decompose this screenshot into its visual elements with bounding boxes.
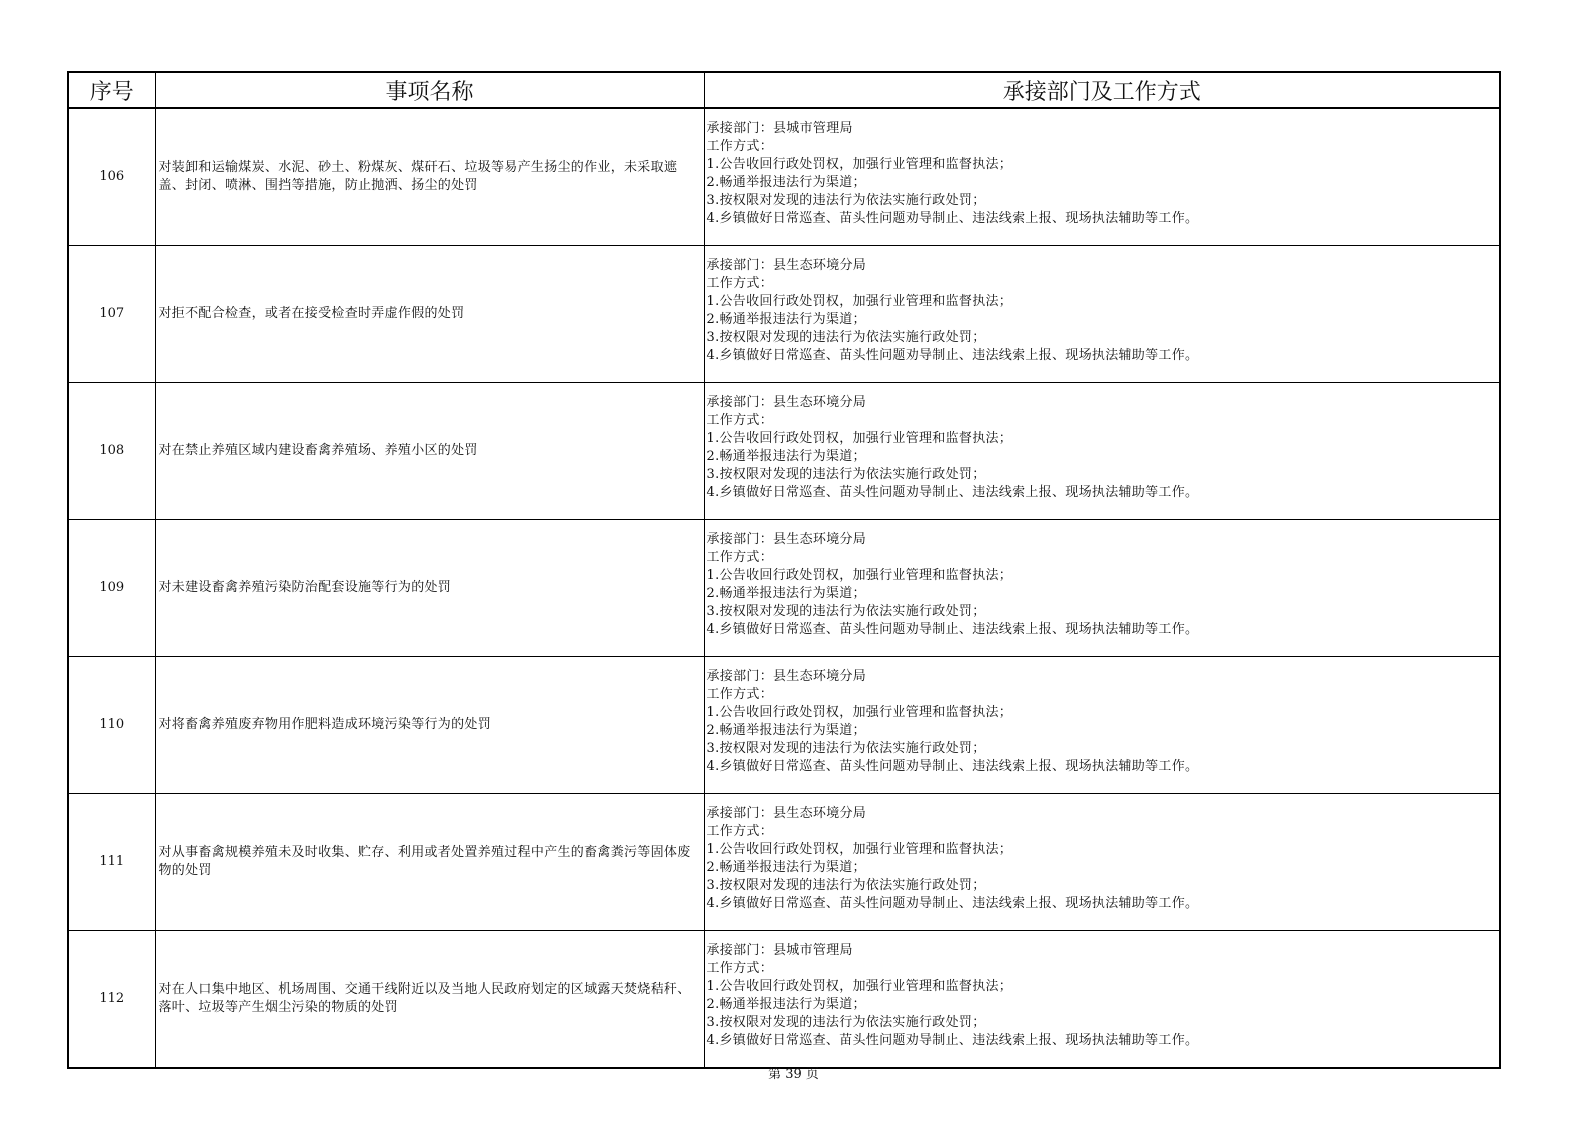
method-step-line: 3.按权限对发现的违法行为依法实施行政处罚； bbox=[706, 604, 986, 619]
method-step-line: 4.乡镇做好日常巡查、苗头性问题劝导制止、违法线索上报、现场执法辅助等工作。 bbox=[706, 211, 1199, 226]
method-step-line: 2.畅通举报违法行为渠道； bbox=[706, 860, 866, 875]
method-step-line: 1.公告收回行政处罚权，加强行业管理和监督执法； bbox=[706, 979, 1013, 994]
method-step-line: 2.畅通举报违法行为渠道； bbox=[706, 723, 866, 738]
method-step-line: 3.按权限对发现的违法行为依法实施行政处罚； bbox=[706, 330, 986, 345]
table-row bbox=[68, 794, 1500, 931]
method-step-line: 3.按权限对发现的违法行为依法实施行政处罚； bbox=[706, 1015, 986, 1030]
method-heading-line: 工作方式： bbox=[706, 550, 774, 565]
row-item-name: 对未建设畜禽养殖污染防治配套设施等行为的处罚 bbox=[155, 520, 704, 657]
method-heading-line: 工作方式： bbox=[706, 687, 774, 702]
method-heading-line: 工作方式： bbox=[706, 824, 774, 839]
method-step-line: 3.按权限对发现的违法行为依法实施行政处罚； bbox=[706, 741, 986, 756]
method-step-line: 3.按权限对发现的违法行为依法实施行政处罚； bbox=[706, 193, 986, 208]
dept-name-line: 承接部门：县城市管理局 bbox=[706, 943, 853, 958]
row-seq-number: 110 bbox=[68, 657, 155, 794]
page-number: 第 39 页 bbox=[768, 1067, 819, 1082]
method-step-line: 4.乡镇做好日常巡查、苗头性问题劝导制止、违法线索上报、现场执法辅助等工作。 bbox=[706, 348, 1199, 363]
row-dept-method bbox=[704, 108, 1500, 246]
method-step-line: 2.畅通举报违法行为渠道； bbox=[706, 449, 866, 464]
dept-name-line: 承接部门：县生态环境分局 bbox=[706, 806, 867, 821]
row-dept-method bbox=[704, 794, 1500, 931]
method-step-line: 2.畅通举报违法行为渠道； bbox=[706, 312, 866, 327]
method-step-line: 1.公告收回行政处罚权，加强行业管理和监督执法； bbox=[706, 568, 1013, 583]
row-item-name: 对从事畜禽规模养殖未及时收集、贮存、利用或者处置养殖过程中产生的畜禽粪污等固体废物的处罚 bbox=[155, 794, 704, 931]
method-step-line: 2.畅通举报违法行为渠道； bbox=[706, 997, 866, 1012]
row-dept-method bbox=[704, 931, 1500, 1069]
dept-name-line: 承接部门：县生态环境分局 bbox=[706, 532, 867, 547]
row-item-name: 对在禁止养殖区域内建设畜禽养殖场、养殖小区的处罚 bbox=[155, 383, 704, 520]
row-dept-method bbox=[704, 657, 1500, 794]
header-seq: 序号 bbox=[68, 72, 155, 108]
method-heading-line: 工作方式： bbox=[706, 961, 774, 976]
row-item-name: 对装卸和运输煤炭、水泥、砂土、粉煤灰、煤矸石、垃圾等易产生扬尘的作业，未采取遮盖、封闭、喷淋、围挡等措施，防止抛洒、扬尘的处罚 bbox=[155, 108, 704, 246]
dept-name-line: 承接部门：县城市管理局 bbox=[706, 121, 853, 136]
method-step-line: 1.公告收回行政处罚权，加强行业管理和监督执法； bbox=[706, 157, 1013, 172]
table-body bbox=[68, 108, 1500, 1068]
row-seq-number: 111 bbox=[68, 794, 155, 931]
method-step-line: 1.公告收回行政处罚权，加强行业管理和监督执法； bbox=[706, 294, 1013, 309]
dept-name-line: 承接部门：县生态环境分局 bbox=[706, 669, 867, 684]
row-seq-number: 108 bbox=[68, 383, 155, 520]
dept-name-line: 承接部门：县生态环境分局 bbox=[706, 258, 867, 273]
header-dept: 承接部门及工作方式 bbox=[704, 72, 1500, 108]
method-heading-line: 工作方式： bbox=[706, 139, 774, 154]
table-row bbox=[68, 383, 1500, 520]
row-item-name: 对在人口集中地区、机场周围、交通干线附近以及当地人民政府划定的区域露天焚烧秸秆、落叶、垃圾等产生烟尘污染的物质的处罚 bbox=[155, 931, 704, 1069]
row-item-name: 对拒不配合检查，或者在接受检查时弄虚作假的处罚 bbox=[155, 246, 704, 383]
method-step-line: 3.按权限对发现的违法行为依法实施行政处罚； bbox=[706, 467, 986, 482]
method-step-line: 4.乡镇做好日常巡查、苗头性问题劝导制止、违法线索上报、现场执法辅助等工作。 bbox=[706, 759, 1199, 774]
method-heading-line: 工作方式： bbox=[706, 413, 774, 428]
method-step-line: 2.畅通举报违法行为渠道； bbox=[706, 175, 866, 190]
row-seq-number: 106 bbox=[68, 108, 155, 246]
method-step-line: 1.公告收回行政处罚权，加强行业管理和监督执法； bbox=[706, 431, 1013, 446]
row-dept-method bbox=[704, 246, 1500, 383]
header-row bbox=[68, 72, 1500, 108]
dept-name-line: 承接部门：县生态环境分局 bbox=[706, 395, 867, 410]
row-seq-number: 107 bbox=[68, 246, 155, 383]
table-row bbox=[68, 657, 1500, 794]
method-step-line: 2.畅通举报违法行为渠道； bbox=[706, 586, 866, 601]
method-step-line: 4.乡镇做好日常巡查、苗头性问题劝导制止、违法线索上报、现场执法辅助等工作。 bbox=[706, 485, 1199, 500]
item-table bbox=[67, 71, 1501, 1069]
row-dept-method bbox=[704, 520, 1500, 657]
method-heading-line: 工作方式： bbox=[706, 276, 774, 291]
row-dept-method bbox=[704, 383, 1500, 520]
table-row bbox=[68, 246, 1500, 383]
header-name: 事项名称 bbox=[155, 72, 704, 108]
table-row bbox=[68, 931, 1500, 1069]
method-step-line: 1.公告收回行政处罚权，加强行业管理和监督执法； bbox=[706, 705, 1013, 720]
method-step-line: 4.乡镇做好日常巡查、苗头性问题劝导制止、违法线索上报、现场执法辅助等工作。 bbox=[706, 896, 1199, 911]
method-step-line: 4.乡镇做好日常巡查、苗头性问题劝导制止、违法线索上报、现场执法辅助等工作。 bbox=[706, 622, 1199, 637]
method-step-line: 3.按权限对发现的违法行为依法实施行政处罚； bbox=[706, 878, 986, 893]
row-seq-number: 109 bbox=[68, 520, 155, 657]
row-seq-number: 112 bbox=[68, 931, 155, 1069]
table-row bbox=[68, 108, 1500, 246]
method-step-line: 1.公告收回行政处罚权，加强行业管理和监督执法； bbox=[706, 842, 1013, 857]
table-row bbox=[68, 520, 1500, 657]
method-step-line: 4.乡镇做好日常巡查、苗头性问题劝导制止、违法线索上报、现场执法辅助等工作。 bbox=[706, 1033, 1199, 1048]
row-item-name: 对将畜禽养殖废弃物用作肥料造成环境污染等行为的处罚 bbox=[155, 657, 704, 794]
